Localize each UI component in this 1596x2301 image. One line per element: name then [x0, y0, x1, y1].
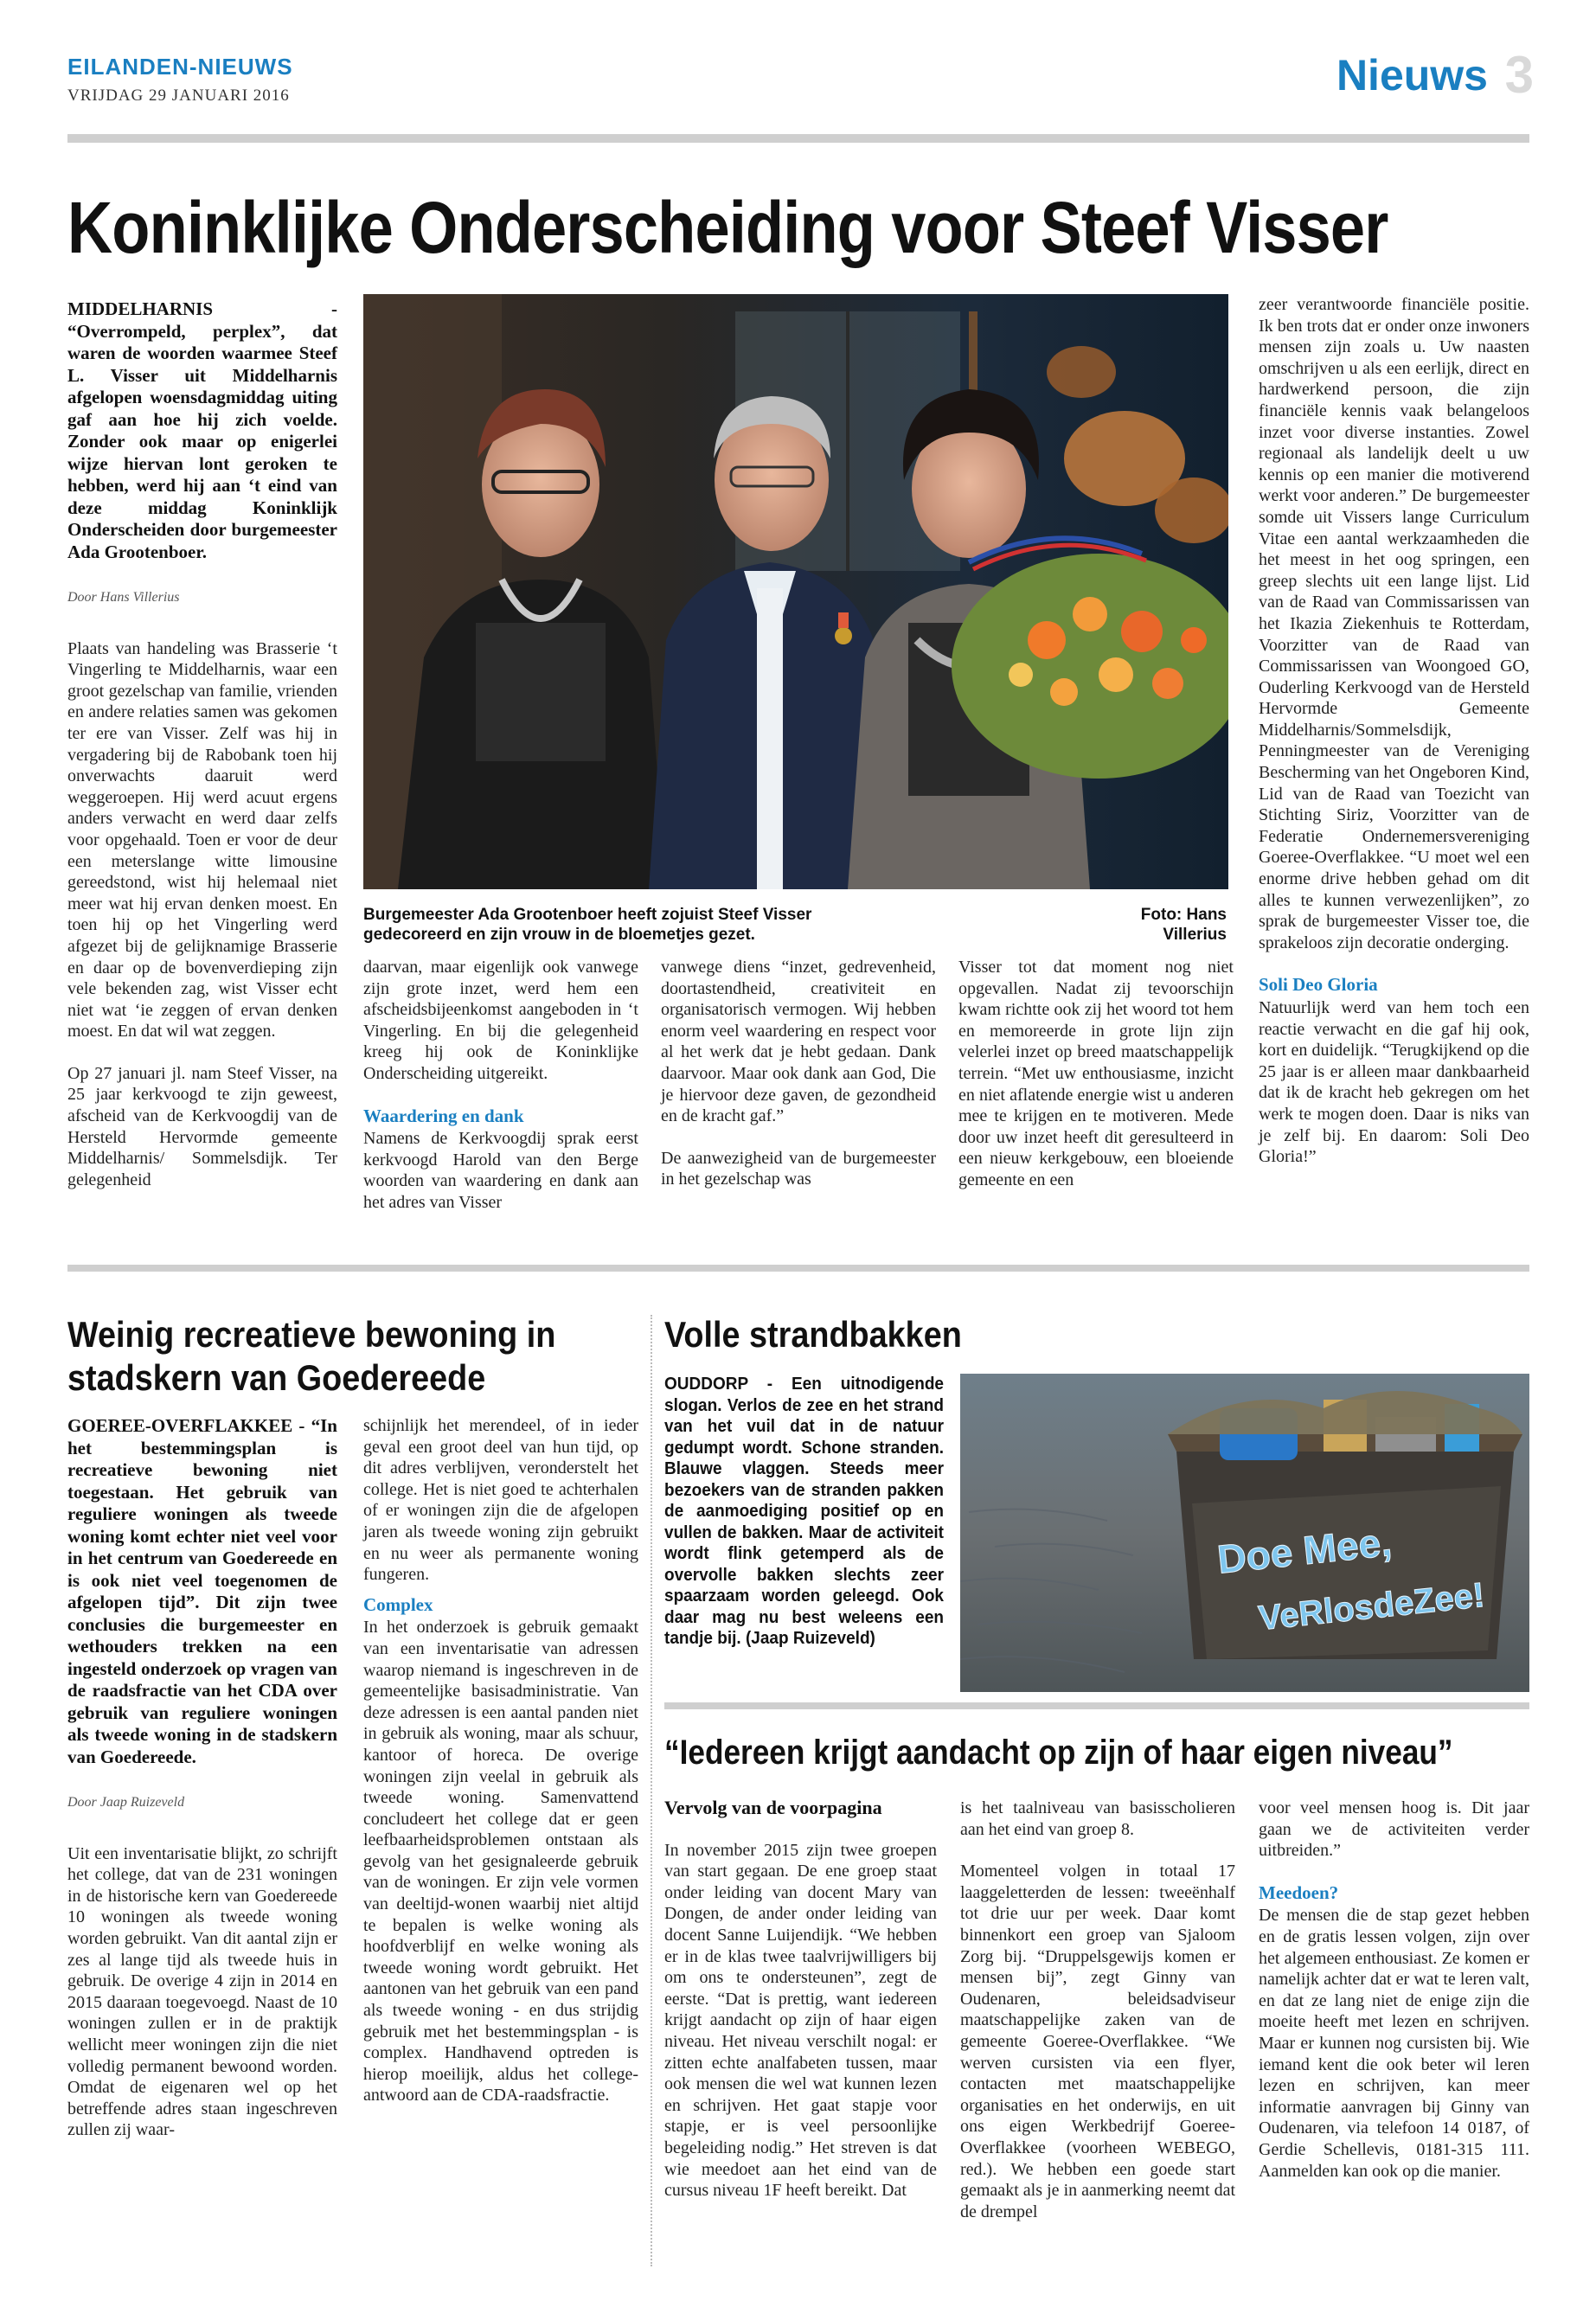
recreatie-col-1: [67, 1415, 337, 2162]
column-divider: [651, 1315, 652, 2266]
recreatie-byline: Door Jaap Ruizeveld: [67, 1795, 185, 1810]
masthead-logo: EILANDEN-NIEUWS: [67, 54, 293, 80]
main-headline: Koninklijke Onderscheiding voor Steef Visser: [67, 187, 1388, 268]
strand-lead: OUDDORP - Een uitnodigende slogan. Verlos de zee en het strand van het vuil dat in de natuur gedumpt wordt. Schone stranden. Blauwe vlaggen. Steeds meer bezoekers van de stranden pakken de aanmoediging positief op en vullen de bakken. Maar de activiteit wordt flink getemperd als de overvolle bakken slechts zeer spaarzaam worden geleegd. Ook daar mag nu best weleens een tandje bij. (Jaap Ruizeveld): [664, 1375, 944, 1648]
niveau-col1-p1: In november 2015 zijn twee groepen van start gegaan. De ene groep staat onder leiding van docent Mary van Dongen, de ander onder leiding van docent Sanne Luijendijk. “We hebben er in de klas twee taalvrijwilligers bij om ons te ondersteunen”, zegt de eerste. “Dat is prettig, want iedereen krijgt aandacht op zijn of haar eigen niveau. Het niveau verschilt nogal: er zitten echte analfabeten tussen, maar ook mensen die wel wat kunnen lezen en schrijven. Het gaat stapje voor stapje, er is veel persoonlijke begeleiding nodig.” Het streven is dat wie meedoet aan het eind van de cursus niveau 1F heeft bereikt. Dat: [664, 1840, 937, 2201]
recreatie-col2-p1: schijnlijk het merendeel, of in ieder geval een groot deel van hun tijd, op dit adres verblijven, veronderstelt het college. Het is niet goed te achterhalen of er woningen zijn die de afgelopen jaren als tweede woning zijn gebruikt en nu weer als permanente woning fungeren.: [363, 1416, 638, 1585]
niveau-headline: “Iedereen krijgt aandacht op zijn of haar eigen niveau”: [664, 1734, 1453, 1772]
niveau-col3-p2: De mensen die de stap gezet hebben en de gratis lessen volgen, zijn over het algemeen enthousiast. Ze komen er namelijk achter dat er wat te leren valt, en dat ze lang niet de enige zijn die moeite heeft met lezen en schrijven. Maar er kunnen nog cursisten bij. Wie iemand kent die ook beter wil leren lezen en schrijven, kan meer informatie aanvragen bij Ginny van Oudenaren, via telefoon 14 0187, of Gerdie Schellevis, 0181-315 111. Aanmelden kan ook op die manier.: [1259, 1906, 1529, 2181]
niveau-col2-p2: Momenteel volgen in totaal 17 laaggeletterden de lessen: tweeënhalf tot drie uur per week. Daar komt binnenkort een groep van Sjaloom Zorg bij. “Druppelsgewijs komen er mensen bij”, zegt Ginny van Oudenaren, beleidsadviseur maatschappelijke zaken van de gemeente Goeree-Overflakkee. “We werven cursisten via een flyer, contacten met maatschappelijke organisaties en het onderwijs, en uit ons eigen Werkbedrijf Goeree-Overflakkee (voorheen WEBEGO, red.). We hebben een goede start gemaakt als je in aanmerking neemt dat de drempel: [960, 1862, 1235, 2221]
main-col1-p2: Op 27 januari jl. nam Steef Visser, na 25 jaar kerkvoogd te zijn geweest, afscheid van de Kerkvoogdij van de Hersteld Hervormde gemeente Middelharnis/ Sommelsdijk. Ter gelegenheid: [67, 1063, 337, 1189]
main-col3-p1: vanwege diens “inzet, gedrevenheid, doortastendheid, creativiteit en organisatorisch vermogen. Wij hebben enorm veel waardering en respect voor al het werk dat je hebt gedaan. Dank daarvoor. Maar ook dank aan God, Die je hiervoor deze gaven, de gezondheid en de kracht gaf.”: [661, 958, 936, 1126]
niveau-col-3: [1259, 1798, 1529, 2202]
niveau-col-2: [960, 1798, 1235, 2243]
main-col5-subhead: Soli Deo Gloria: [1259, 974, 1378, 996]
top-rule: [67, 134, 1529, 143]
recreatie-col2-p2: In het onderzoek is gebruik gemaakt van een inventarisatie van adressen waarop niemand is ingeschreven in de gemeentelijke basisadministratie. Van deze adressen is een aantal panden niet in gebruik als woning, maar als schuur, kantoor of horeca. De overige woningen zijn veelal in gebruik als tweede woning. Samenvattend concludeert het college dat er geen leefbaarheidsproblemen ontstaan als gevolg van het gesignaleerde gebruik van de woningen. Er zijn vele vormen van deeltijd-wonen waarbij niet altijd te bepalen is welke woning als hoofdverblijf en welke woning als tweede woning wordt gebruikt. Het aantonen van het gebruik van een pand als tweede woning - en dus strijdig gebruik met het bestemmingsplan - is complex. Handhavend optreden is hierop moeilijk, aldus het college-antwoord aan de CDA-raadsfractie.: [363, 1618, 638, 2106]
recreatie-col-2: [363, 1415, 638, 2127]
main-col5-p1: zeer verantwoorde financiële positie. Ik ben trots dat er onder onze inwoners mensen zijn zoals u. Uw naasten omschrijven u als een eerlijk, direct en hardwerkend persoon, die zijn financiële kennis vaak belangeloos inzet voor diverse instanties. Zowel regionaal als landelijk deelt u uw kennis op een manier die motiverend werkt voor anderen.” De burgemeester somde uit Vissers lange Curriculum Vitae een aantal werkzaamheden die het meest in het oog springen, een greep slechts uit een lange lijst. Lid van de Raad van Commissarissen van het Ikazia Ziekenhuis te Rotterdam, Voorzitter van de Raad van Commissarissen van Woongoed GO, Ouderling Kerkvoogd van de Hersteld Hervormde Gemeente Middelharnis/Sommelsdijk, Penningmeester van de Vereniging Bescherming van het Ongeboren Kind, Lid van de Raad van Toezicht van Stichting Siriz, Voorzitter van de Federatie Ondernemersvereniging Goeree-Overflakkee. “U moet wel een enorme drive hebben gehad om dit alles te kunnen verwezenlijken”, zo sprak de burgemeester Visser toe, die sprakeloos zijn decoratie onderging.: [1259, 295, 1529, 952]
main-col2-p1: daarvan, maar eigenlijk ook vanwege zijn grote inzet, werd hem een afscheidsbijeenkomst aangeboden in ‘t Vingerling. En bij die gelegenheid kreeg hij ook de Koninklijke Onderscheiding uitgereikt.: [363, 958, 638, 1083]
recreatie-lead: GOEREE-OVERFLAKKEE - “In het bestemmingsplan is recreatieve bewoning niet toegestaan. Het gebruik van reguliere woningen als tweede woning komt echter niet veel voor in het centrum van Goedereede en is ook niet veel toegenomen de afgelopen tijd”. Dit zijn twee conclusies die burgemeester en wethouders trekken na een ingesteld onderzoek op vragen van de raadsfractie van het CDA over gebruik van reguliere woningen als tweede woning in de stadskern van Goedereede.: [67, 1415, 337, 1767]
main-col2-p2: Namens de Kerkvoogdij sprak eerst kerkvoogd Harold van den Berge woorden van waardering en dank aan het adres van Visser: [363, 1129, 638, 1212]
main-col-1: [67, 298, 337, 1211]
main-col4-p1: Visser tot dat moment nog niet opgevallen. Nadat zij tevoorschijn kwam richtte ook zij het woord tot hem en memoreerde in grote lijn zijn velerlei inzet op breed maatschappelijk terrein. “Met uw enthousiasme, inzicht en niet aflatende energie wist u anderen mee te krijgen en te motiveren. Mede door uw inzet heeft dit geresulteerd in een nieuw kerkgebouw, een bloeiende gemeente en een: [958, 958, 1234, 1189]
main-lead: MIDDELHARNIS - “Overrompeld, perplex”, dat waren de woorden waarmee Steef L. Visser uit Middelharnis afgelopen woensdagmiddag uiting gaf aan hoe hij zich voelde. Zonder ook maar op enigerlei wijze hiervan lont geroken te hebben, werd hij aan ‘t eind van deze middag Koninklijk Onderscheiden door burgemeester Ada Grootenboer.: [67, 298, 337, 562]
recreatie-col1-p1: Uit een inventarisatie blijkt, zo schrijft het college, dat van de 231 woningen in de historische kern van Goedereede 10 woningen als tweede woning worden gebruikt. Van dit aantal zijn er zes al lange tijd als tweede huis in gebruik. De overige 4 zijn in 2014 en 2015 daaraan toegevoegd. Naast de 10 woningen zullen er in de praktijk wellicht meer woningen zijn die niet volledig permanent bewoond worden. Omdat de eigenaren wel op het betreffende adres staan ingeschreven zullen zij waar-: [67, 1843, 337, 2140]
main-col-2: [363, 957, 638, 1234]
main-col1-p1: Plaats van handeling was Brasserie ‘t Vingerling te Middelharnis, waar een groot gezelschap van familie, vrienden en andere relaties samen was gekomen ter ere van Visser. Zelf was hij in vergadering bij de Rabobank toen hij onverwachts daaruit werd weggeroepen. Hij werd acuut ergens anders verwacht en werd daar zelfs voor opgehaald. Toen er voor de deur een meterslange witte limousine gereedstond, wist hij helemaal niet meer wat hij ervan denken moest. En toen hij op het Vingerling werd afgezet bij de gelijknamige Brasserie en daar op de bovenverdieping zijn vele bekenden zag, wist Visser echt niet wat ‘ie zeggen of ervan denken moest. En dat wil wat zeggen.: [67, 638, 337, 1042]
strand-photo-text-2: VeRlosdeZee!: [1256, 1575, 1487, 1638]
main-col2-subhead: Waardering en dank: [363, 1105, 524, 1126]
middle-rule: [67, 1265, 1529, 1272]
recreatie-col2-subhead: Complex: [363, 1593, 433, 1615]
main-photo-credit: Foto: Hans Villerius: [1140, 906, 1227, 944]
niveau-col3-subhead: Meedoen?: [1259, 1881, 1339, 1903]
main-photo: [363, 294, 1228, 889]
niveau-col-1: [664, 1798, 937, 2222]
main-col-3: [661, 957, 936, 1211]
strand-photo-text-1: Doe Mee,: [1215, 1518, 1394, 1582]
main-col3-p2: De aanwezigheid van de burgemeester in het gezelschap was: [661, 1148, 936, 1189]
section-title: Nieuws: [1336, 51, 1488, 99]
main-col5-p2: Natuurlijk werd van hem toch een reactie verwacht en die gaf hij ook, kort en duidelijk. “Terugkijkend op die 25 jaar is er alleen maar dankbaarheid dat ik de kracht heb gekregen om het werk te mogen doen. Daar is niks van je zelf bij. En daarom: Soli Deo Gloria!”: [1259, 998, 1529, 1167]
niveau-col2-p1: is het taalniveau van basisscholieren aan het eind van groep 8.: [960, 1798, 1235, 1839]
main-col-4: [958, 957, 1234, 1212]
main-photo-caption: Burgemeester Ada Grootenboer heeft zojuist Steef Visser gedecoreerd en zijn vrouw in de bloemetjes gezet.: [363, 906, 812, 944]
main-byline: Door Hans Villerius: [67, 590, 180, 605]
masthead-date: VRIJDAG 29 JANUARI 2016: [67, 87, 290, 105]
strand-rule: [664, 1702, 1529, 1709]
niveau-col3-p1: voor veel mensen hoog is. Dit jaar gaan we de activiteiten verder uitbreiden.”: [1259, 1798, 1529, 1861]
main-photo-image: [363, 294, 1228, 889]
page-number: 3: [1504, 46, 1534, 104]
recreatie-headline: Weinig recreatieve bewoning in stadskern van Goedereede: [67, 1314, 556, 1398]
strand-headline: Volle strandbakken: [664, 1314, 962, 1355]
strand-photo-image: [960, 1374, 1529, 1692]
niveau-vervolg: Vervolg van de voorpagina: [664, 1797, 882, 1818]
main-col-5: [1259, 294, 1529, 1189]
strand-photo: [960, 1374, 1529, 1692]
